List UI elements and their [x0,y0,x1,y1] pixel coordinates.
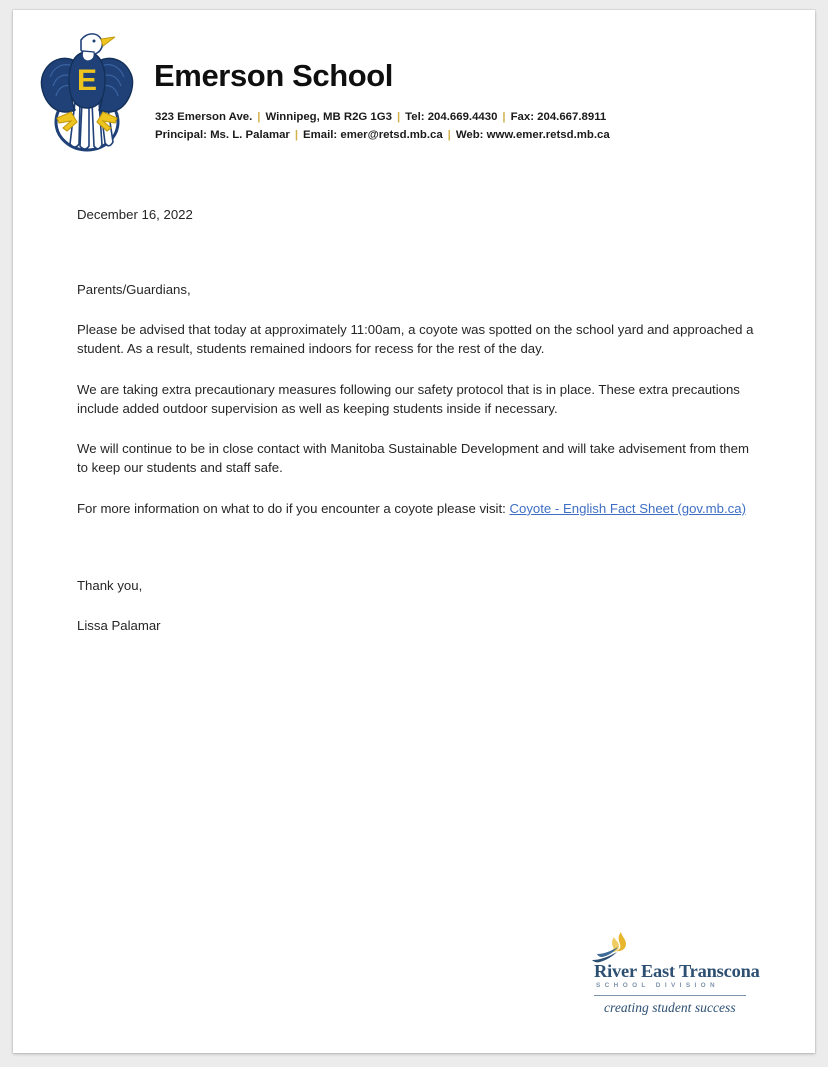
school-city: Winnipeg, MB R2G 1G3 [265,111,392,123]
letter-signature: Lissa Palamar [77,618,161,634]
eagle-crest-logo-icon [37,26,137,156]
school-fax: Fax: 204.667.8911 [510,111,607,123]
contact-line-address [155,112,606,123]
division-name: River East Transcona [594,961,760,981]
school-email: Email: emer@retsd.mb.ca [303,129,443,141]
school-tel: Tel: 204.669.4430 [405,111,498,123]
separator-icon: | [257,111,261,123]
separator-icon: | [502,111,506,123]
letterhead [13,10,815,170]
separator-icon: | [447,129,451,141]
letter-paragraph-2: We are taking extra precautionary measures following our safety protocol that is in place. These extra precautions include added outdoor supervision as well as keeping students inside if necessary. [77,381,740,416]
contact-line-principal [155,130,610,141]
division-subtitle: SCHOOL DIVISION [596,982,720,989]
svg-text:E: E [76,64,98,97]
school-web: Web: www.emer.retsd.mb.ca [455,129,610,141]
separator-icon: | [396,111,401,123]
division-tagline: creating student success [604,1000,736,1015]
letter-paragraph-4 [77,500,757,519]
separator-icon: | [294,129,299,141]
coyote-fact-sheet-link[interactable]: Coyote - English Fact Sheet (gov.mb.ca) [509,500,746,516]
flame-swoosh-logo-icon [590,930,644,964]
letter-closing: Thank you, [77,577,143,593]
letter-paragraph-4-text: For more information on what to do if you encounter a coyote please visit: [77,500,510,516]
letter-paragraph-1: Please be advised that today at approximately 11:00am, a coyote was spotted on the school yard and approached a student. As a result, students remained indoors for recess for the rest of the day. [77,322,754,357]
division-logo [584,930,760,1022]
page-title: Emerson School [154,58,394,93]
letter-date: December 16, 2022 [77,207,193,222]
division-divider [594,995,746,996]
letter-body [77,206,757,636]
letter-paragraph-3: We will continue to be in close contact with Manitoba Sustainable Development and will take advisement from them to keep our students and staff safe. [77,441,749,476]
letter-page [13,10,815,1053]
school-principal: Principal: Ms. L. Palamar [155,129,290,141]
school-address: 323 Emerson Ave. [155,111,253,123]
letter-salutation: Parents/Guardians, [77,281,191,297]
